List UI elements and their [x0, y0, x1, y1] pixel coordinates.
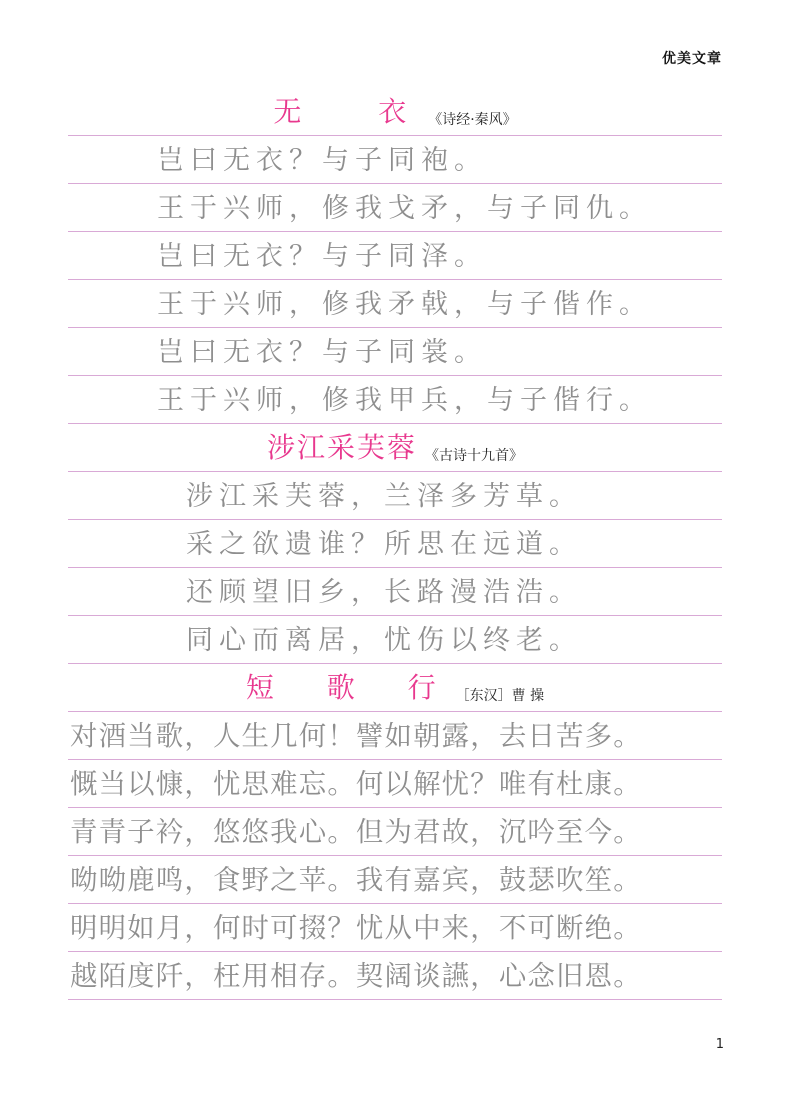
page-number: 1 — [715, 1037, 724, 1052]
poem-title-row — [68, 664, 722, 712]
poem-line-row — [68, 280, 722, 328]
poem-line-row — [68, 328, 722, 376]
poem-line: 明明如月，何时可掇？忧从中来，不可断绝。 — [70, 913, 642, 944]
poem-line: 对酒当歌，人生几何！譬如朝露，去日苦多。 — [70, 721, 642, 752]
poem-line: 岂曰无衣？与子同裳。 — [157, 337, 487, 368]
poem-title-row — [68, 88, 722, 136]
poem-title: 无 衣 — [273, 95, 441, 128]
poem-line: 王于兴师，修我矛戟，与子偕作。 — [157, 289, 652, 320]
poem-line: 岂曰无衣？与子同泽。 — [157, 241, 487, 272]
poem-line: 青青子衿，悠悠我心。但为君故，沉吟至今。 — [70, 817, 642, 848]
poem-line-row — [68, 520, 722, 568]
poem-title-row — [68, 424, 722, 472]
poem-line: 慨当以慷，忧思难忘。何以解忧？唯有杜康。 — [70, 769, 642, 800]
poem-line-row — [68, 376, 722, 424]
poem-line: 呦呦鹿鸣，食野之苹。我有嘉宾，鼓瑟吹笙。 — [70, 865, 642, 896]
poem-line-row — [68, 184, 722, 232]
calligraphy-sheet — [68, 88, 722, 1000]
poem-line-row — [68, 808, 722, 856]
poem-line: 岂曰无衣？与子同袍。 — [157, 145, 487, 176]
poem-line-row — [68, 712, 722, 760]
poem-line-row — [68, 136, 722, 184]
poem-line: 还顾望旧乡，长路漫浩浩。 — [186, 577, 582, 608]
page-header-label: 优美文章 — [662, 51, 722, 67]
poem-source: ［东汉］曹 操 — [455, 688, 545, 704]
poem-line-row — [68, 568, 722, 616]
poem-title: 涉江采芙蓉 — [266, 431, 417, 464]
poem-line-row — [68, 472, 722, 520]
poem-line-row — [68, 232, 722, 280]
poem-line: 越陌度阡，枉用相存。契阔谈讌，心念旧恩。 — [70, 961, 642, 992]
poem-source: 《诗经·秦风》 — [428, 112, 517, 128]
poem-line: 王于兴师，修我戈矛，与子同仇。 — [157, 193, 652, 224]
poem-line-row — [68, 952, 722, 1000]
poem-line-row — [68, 616, 722, 664]
poem-line-row — [68, 760, 722, 808]
poem-line-row — [68, 904, 722, 952]
poem-line: 同心而离居，忧伤以终老。 — [186, 625, 582, 656]
poem-line-row — [68, 856, 722, 904]
poem-line: 采之欲遗谁？所思在远道。 — [186, 529, 582, 560]
poem-title: 短 歌 行 — [245, 671, 458, 704]
poem-line: 涉江采芙蓉，兰泽多芳草。 — [186, 481, 582, 512]
poem-line: 王于兴师，修我甲兵，与子偕行。 — [157, 385, 652, 416]
poem-source: 《古诗十九首》 — [425, 448, 523, 464]
